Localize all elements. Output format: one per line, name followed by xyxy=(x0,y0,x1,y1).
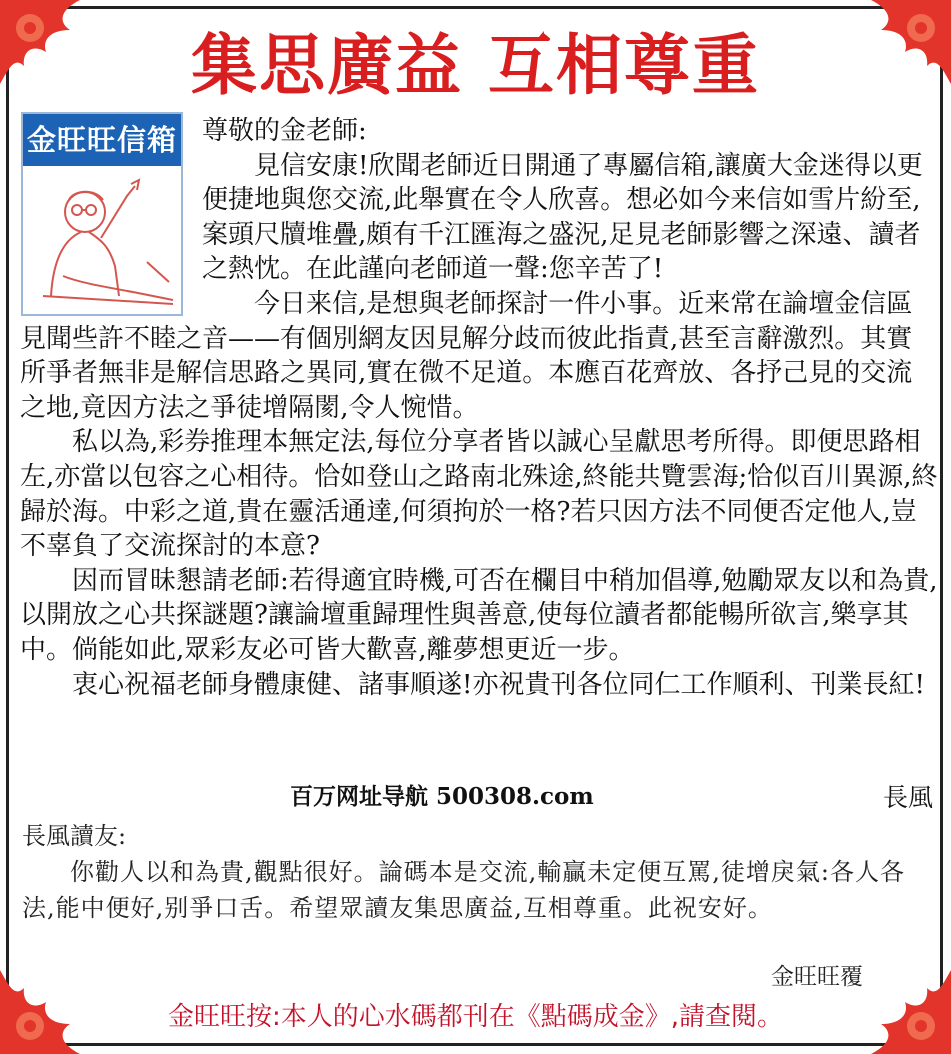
letter-paragraph-4: 因而冒昧懇請老師:若得適宜時機,可否在欄目中稍加倡導,勉勵眾友以和為貴,以開放之心共探謎題?讓論壇重歸理性與善意,使每位讀者都能暢所欲言,樂享其中。倘能如此,眾彩友必可皆大歡喜,離夢想更近一步。 xyxy=(20,565,938,665)
page-title: 集思廣益 互相尊重 xyxy=(191,27,760,104)
letter-body xyxy=(20,114,938,702)
letter-paragraph-1: 見信安康!欣聞老師近日開通了專屬信箱,讓廣大金迷得以更便捷地與您交流,此舉實在令人欣喜。想必如今来信如雪片紛至,案頭尺牘堆疊,頗有千江匯海之盛況,足見老師影響之深遠、讀者之熱忱。在此謹向老師道一聲:您辛苦了! xyxy=(202,150,923,285)
mailbox-logo-label: 金旺旺信箱 xyxy=(23,114,181,166)
editor-note: 金旺旺按:本人的心水碼都刊在《點碼成金》,請查閱。 xyxy=(167,1002,784,1032)
reply-salutation: 長風讀友: xyxy=(22,822,127,850)
reply-text: 你勸人以和為貴,觀點很好。論碼本是交流,輸贏未定便互罵,徒增戾氣:各人各法,能中便好,别爭口舌。希望眾讀友集思廣益,互相尊重。此祝安好。 xyxy=(22,858,905,922)
letter-paragraph-2: 今日来信,是想與老師探討一件小事。近来常在論壇金信區見聞些許不睦之音——有個別網友因見解分歧而彼此指責,甚至言辭激烈。其實所爭者無非是解信思路之異同,實在微不足道。本應百花齊放、各抒己見的交流之地,竟因方法之爭徒增隔閡,令人惋惜。 xyxy=(20,288,913,423)
letter-paragraph-3: 私以為,彩券推理本無定法,每位分享者皆以誠心呈獻思考所得。即便思路相左,亦當以包容之心相待。恰如登山之路南北殊途,終能共覽雲海;恰似百川異源,終歸於海。中彩之道,貴在靈活通達,何須拘於一格?若只因方法不同便否定他人,豈不辜負了交流探討的本意? xyxy=(20,427,938,562)
letter-salutation: 尊敬的金老師: xyxy=(202,116,367,146)
letter-signature: 長風 xyxy=(882,783,933,812)
footer-line xyxy=(0,778,951,812)
nav-link[interactable]: 百万网址导航 500308.com xyxy=(290,783,594,810)
letter-paragraph-5: 衷心祝福老師身體康健、諸事順遂!亦祝貴刊各位同仁工作順利、刊業長紅! xyxy=(72,669,925,700)
reply-section xyxy=(22,818,932,926)
reply-signature: 金旺旺覆 xyxy=(771,964,863,990)
